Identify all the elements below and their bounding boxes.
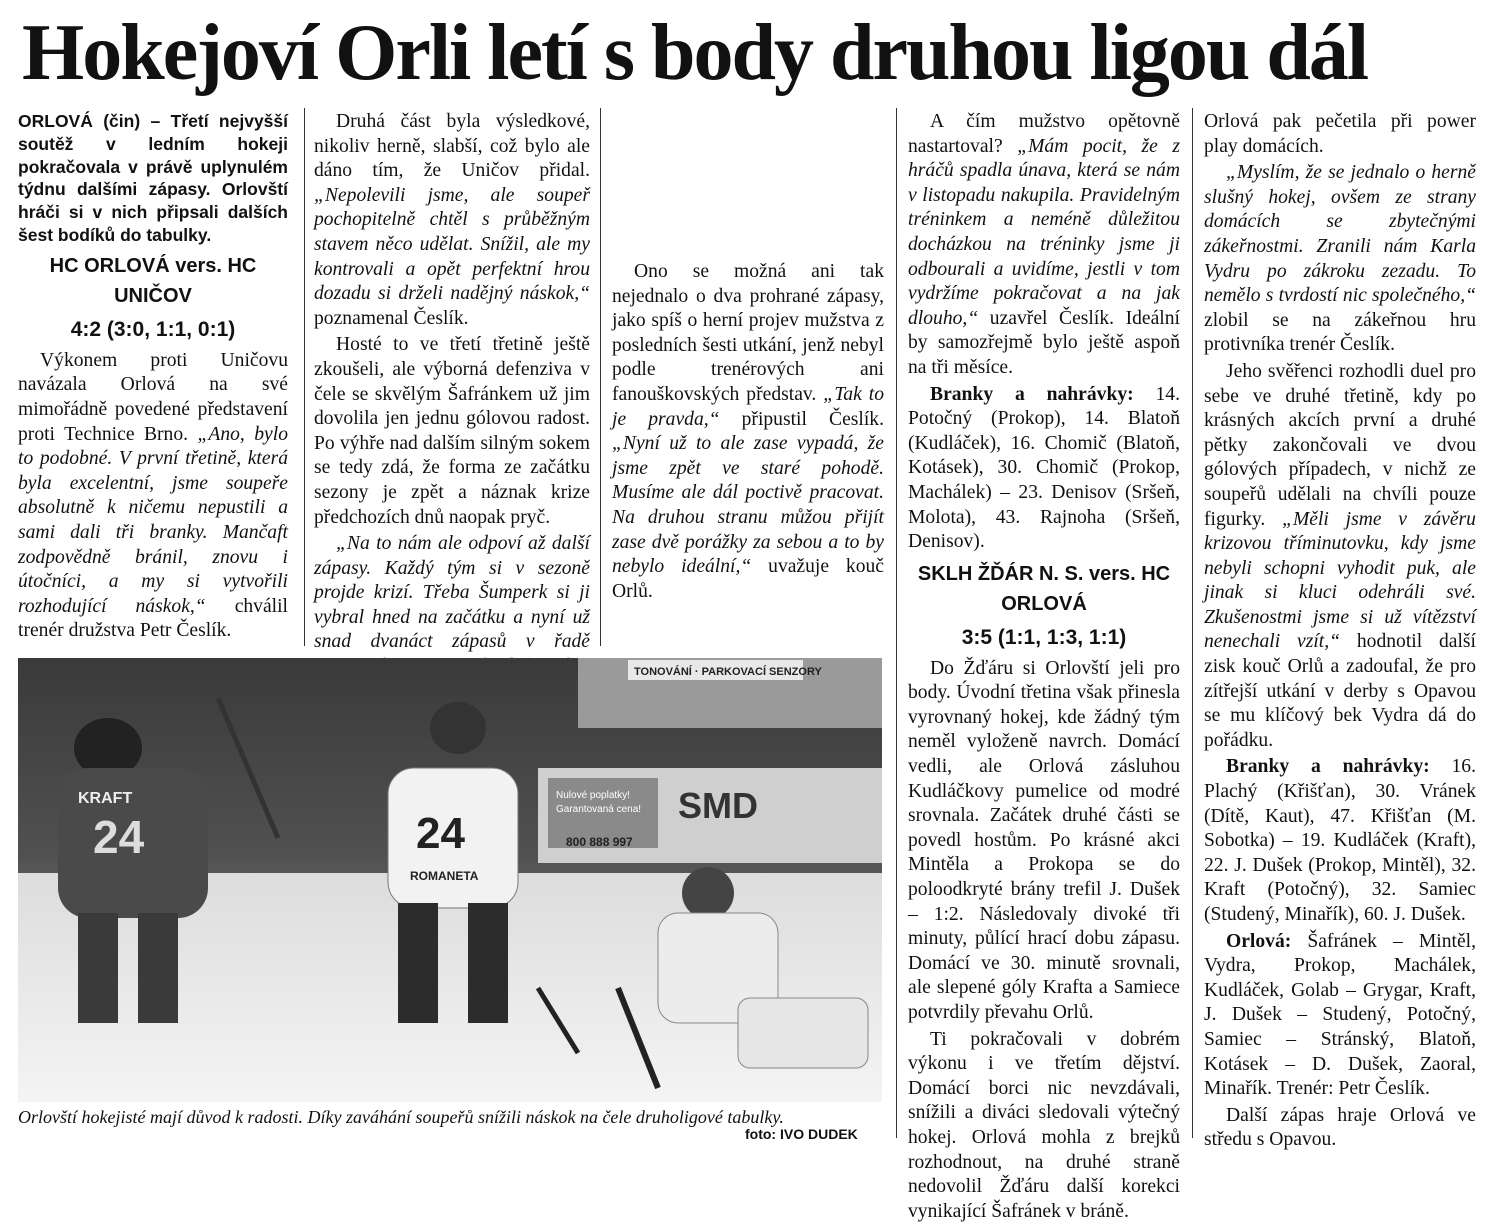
column-rule [600,108,601,646]
text: Ono se možná ani tak nejednalo o dva prohrané zápasy, jako spíš o herní projev mužstva z posledních šesti utkání, jenž nebyl podle trenérových ani fanouškovských představ. [612,261,884,405]
paragraph: Další zápas hraje Orlová ve středu s Opavou. [1204,1104,1476,1151]
article-column-5 [1204,110,1476,1153]
text: chválil trenér družstva Petr Česlík. [18,595,289,642]
text: uvažuje kouč Orlů. [612,556,885,602]
paragraph: Hosté to ve třetí třetině ještě zkoušeli, ale výborná defenziva v čele se skvělým Šafránkem už jim dovolila jen jednu gólovou radost. Po výhře nad dalším silným sokem se tedy zdá, že forma ze začátku sezony je zpět a náznak krize předchozích dnů naopak pryč. [314,334,590,528]
goals-label: Branky a nahrávky: [930,383,1134,405]
text: 16. Plachý (Křišťan), 30. Vránek (Dítě, Kaut), 47. Křišťan (M. Sobotka) – 19. Kudláček (Kraft), 22. J. Dušek (Prokop, Mintěl), 32. Kraft (Potočný), 32. Samiec (Studený, Minařík), 60. J. Dušek. [1204,756,1476,925]
ad-logo: SMD [678,785,758,826]
ad-phone: 800 888 997 [566,835,633,849]
article-column-4 [908,110,1180,1224]
match-title: SKLH ŽĎÁR N. S. vers. HC ORLOVÁ [917,562,1171,615]
jersey-number: 24 [93,811,145,863]
column-rule [1192,108,1193,1138]
paragraph: Ti pokračovali v dobrém výkonu i ve třetím dějství. Domácí borci nic nevzdávali, snížili a diváci sledovali výtečný hokej. Orlová mohla z brejků rozhodnout, na druhé straně nedovolil Žďáru další korekci vynikající Šafránek v bráně. [908,1028,1180,1222]
paragraph: Orlová pak pečetila při power play domácích. [1204,111,1476,157]
article-column-1 [18,110,288,644]
photo-caption: Orlovští hokejisté mají důvod k radosti. Díky zaváhání soupeřů snížili náskok na čele druholigové tabulky. [18,1107,784,1127]
quote: „Nepolevili jsme, ale soupeř pochopitelně chtěl s průběžným stavem něco udělat. Snížil, ale my kontrovali a opět perfektní hrou dozadu si drželi nadějný náskok,“ [314,184,590,305]
text: připustil Česlík. [719,408,884,430]
match-score: 3:5 (1:1, 1:3, 1:1) [961,625,1127,649]
text: hodnotil další zisk kouč Orlů a zadoufal, že pro zítřejší utkání v derby s Opavou se mu klíčový bek Vydra dá do pořádku. [1204,631,1476,751]
paragraph [1204,360,1476,754]
text: 14. Potočný (Prokop), 14. Blatoň (Kudláček), 16. Chomič (Blatoň, Kotásek), 30. Chomič (Prokop, Machálek) – 23. Denisov (Sršeň, Molota), 43. Rajnoha (Sršeň, Denisov). [908,383,1180,553]
banner-text: TONOVÁNÍ · PARKOVACÍ SENZORY [634,666,822,678]
paragraph [314,110,590,331]
lineup-label: Orlová: [1226,930,1292,952]
column-rule [896,108,897,1138]
paragraph [908,110,1180,381]
lineup [1204,930,1476,1102]
quote: „Ano, bylo to podobné. V první třetině, která byla excelentní, jsme soupeře absolutně k ničemu nepustili a sami dali tři branky. Mančaft zodpovědně bránil, znovu i útočníci, a my si vytvořili rozhodující náskok,“ [18,423,288,617]
photo-credit: foto: IVO DUDEK [745,1126,858,1142]
lead-paragraph: ORLOVÁ (čin) – Třetí nejvyšší soutěž v ledním hokeji pokračovala v právě uplynulém týdnu dalšími zápasy. Orlovští hráči si v nich připsali dalších šest bodíků do tabulky. [18,111,288,245]
text: uzavřel Česlík. Ideální by samozřejmě bylo ještě aspoň na tři měsíce. [908,307,1180,378]
jersey-number: 24 [416,809,465,858]
ad-text-2: Garantovaná cena! [556,804,642,815]
column-rule [304,108,305,646]
quote: „Na to nám ale odpoví až další zápasy. Každý tým si v sezoně projde krizí. Třeba Šumperk si ji vybral hned na začátku a nyní už snad dvanáct zápasů v řadě [314,533,590,653]
jersey-sponsor: ROMANETA [410,869,479,883]
text: Druhá část byla výsledkové, nikoliv herně, slabší, což bylo ale dáno tím, že Uničov přidal. [314,111,590,182]
goals-list [908,383,1180,555]
text: Výkonem proti Uničovu navázala Orlová na své mimořádně povedené představení proti Technice Brno. [18,349,288,445]
text: Jeho svěřenci rozhodli duel pro sebe ve druhé třetině, kdy po krásných akcích první a druhé pětky zakončovali ve dvou gólových případech, v nichž ze soupeřů udělali na chvíli pouze figurky. [1204,360,1476,530]
article-column-3 [612,260,884,604]
paragraph [612,260,884,604]
headline: Hokejoví Orli letí s body druhou ligou dál [22,9,1368,97]
text: poznamenal Česlík. [314,307,469,329]
quote: „Mám pocit, že z hráčů spadla únava, která se nám v listopadu nakupila. Pravidelným tréninkem a neméně důležitou docházkou na tréninky jsme ji odbourali a uvidíme, jestli v tom vydržíme pokračovat a na jak dlouho,“ [908,135,1180,329]
text: A čím mužstvo opětovně nastartoval? [908,111,1180,157]
text: Šafránek – Mintěl, Vydra, Prokop, Machálek, Kudláček, Golab – Grygar, Kraft, J. Dušek – Studený, Potočný, Samiec – Stránský, Blatoň, Kotásek – D. Dušek, Zaoral, Minařík. Trenér: Petr Česlík. [1204,930,1476,1100]
text: zlobil se na zákeřnou hru protivníka trenér Česlík. [1204,309,1476,356]
goals-label: Branky a nahrávky: [1226,756,1430,778]
quote: „Myslím, že se jednalo o herně slušný hokej, ovšem ze strany domácích se zbytečnými zákeřnostmi. Zranili nám Karla Vydru po zákroku zezadu. To nemělo s tvrdostí nic společného,“ [1204,162,1476,307]
jersey-name: KRAFT [78,790,133,807]
ad-text-1: Nulové poplatky! [556,790,630,801]
paragraph [1204,161,1476,358]
photo-illustration [18,658,882,1102]
hockey-photo [18,658,882,1102]
quote: „Měli jsme v závěru krizovou tříminutovku, kdy jsme nebyli schopni vyhodit puk, ale jinak si kluci odehráli své. Zkušenostmi jsme si už vítězství nenechali vzít,“ [1204,508,1476,653]
match-score: 4:2 (3:0, 1:1, 0:1) [70,317,236,341]
match-title: HC ORLOVÁ vers. HC UNIČOV [49,254,257,307]
paragraph [18,349,288,644]
quote: „Nyní už to ale zase vypadá, že jsme zpět ve staré pohodě. Musíme ale dál poctivě pracovat. Na druhou stranu můžou přijít zase dvě porážky za sebou a to by nebylo ideální,“ [612,433,884,578]
goals-list [1204,755,1476,927]
paragraph: Do Žďáru si Orlovští jeli pro body. Úvodní třetina však přinesla vyrovnaný hokej, kde žádný tým neměl vyloženě navrch. Domácí vedli, ale Orlová zásluhou Kudláčkovy pumelice od modré srovnala. Začátek druhé části se povedl hostům. Po krásné akci Mintěla a Prokopa se do poloodkryté brány trefil J. Dušek – 1:2. Následovaly divoké tři minuty, půlící hrací dobu zápasu. Domácí ve 30. minutě srovnali, ale slepené góly Krafta a Samiece potvrdily převahu Orlů. [908,657,1180,1023]
quote: „Tak to je pravda,“ [612,383,884,430]
